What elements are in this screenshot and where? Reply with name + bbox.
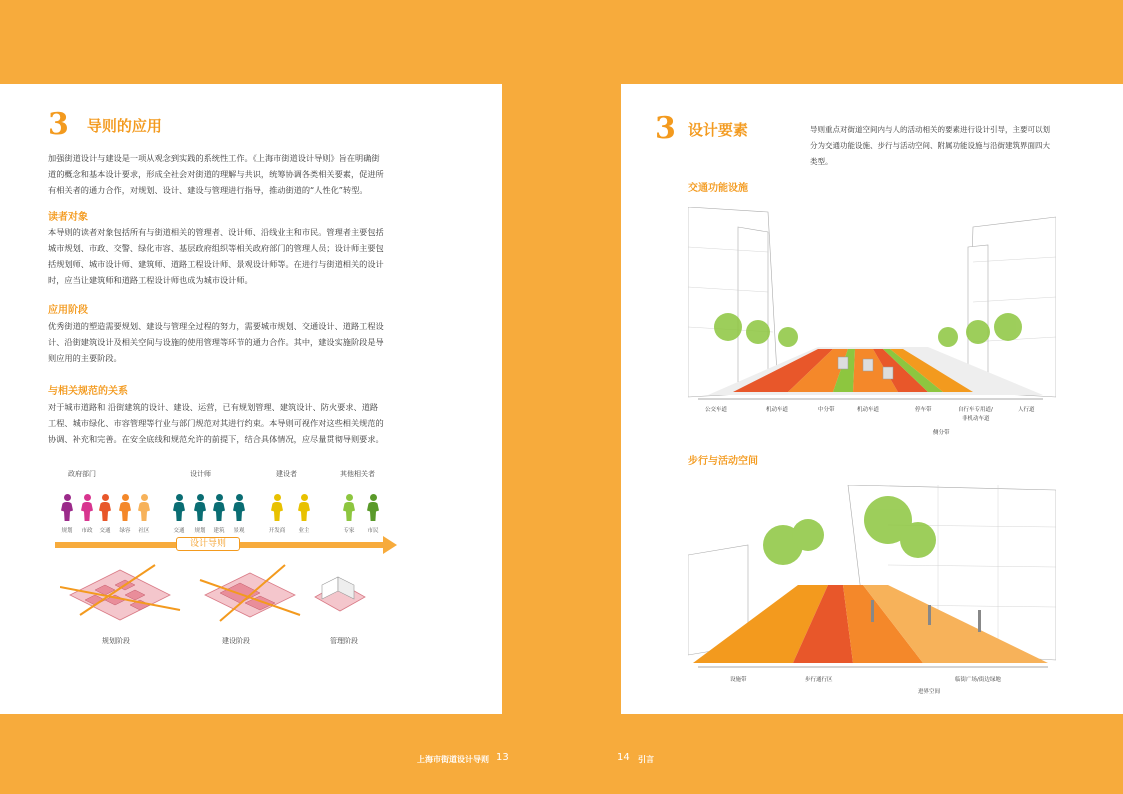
person-icon	[366, 494, 380, 522]
right-section-heading	[655, 111, 748, 146]
person-label: 规划	[194, 528, 206, 534]
person-label: 建筑	[213, 528, 225, 534]
label-motor-lane: 机动车道	[766, 407, 789, 413]
stage-heading: 应用阶段	[48, 305, 88, 316]
person-icon	[297, 494, 311, 522]
person-label: 开发商	[268, 528, 286, 534]
person-icon	[98, 494, 112, 522]
label-pedestrian-zone: 步行通行区	[805, 677, 833, 683]
section-number: 3	[48, 107, 69, 142]
person-icon	[60, 494, 74, 522]
person-label: 交通	[173, 528, 185, 534]
walk-heading: 步行与活动空间	[688, 456, 758, 467]
label-non-motor-lane: 非机动车道	[962, 416, 990, 422]
intro-paragraph: 加强街道设计与建设是一项从观念到实践的系统性工作。《上海市街道设计导则》旨在明确街 道的概念和基本设计要求，形成全社会对街道的理解与共识，统筹协调各类相关要素，促进所 有相关者的通力合作，对规划、设计、建设与管理进行指导，推动街道的“人性化”转型。	[48, 153, 384, 195]
person-icon	[118, 494, 132, 522]
label-facility-zone: 设施带	[730, 677, 747, 683]
construction-stage-illustration	[200, 565, 300, 621]
right-intro-paragraph: 导则重点对街道空间内与人的活动相关的要素进行设计引导，主要可以划 分为交通功能设施、步行与活动空间、附属功能设施与沿街建筑界面四大 类型。	[810, 125, 1050, 166]
person-icon	[172, 494, 186, 522]
person-icon	[137, 494, 151, 522]
person-label: 市政	[81, 528, 93, 534]
section-title: 导则的应用	[86, 116, 162, 135]
readers-heading: 读者对象	[48, 212, 88, 223]
label-plaza-green: 临街广场/街边绿地	[955, 677, 1001, 683]
person-label: 业主	[298, 528, 310, 534]
person-icon	[232, 494, 246, 522]
person-label: 专家	[343, 528, 355, 534]
stage-label-construction: 建设阶段	[222, 637, 250, 645]
stage-label-management: 管理阶段	[330, 637, 358, 645]
group-label-builder: 建设者	[276, 470, 297, 478]
left-section-heading	[48, 107, 162, 142]
label-bike-lane: 自行车专用道/	[958, 407, 993, 413]
person-icon	[80, 494, 94, 522]
readers-paragraph: 本导则的读者对象包括所有与街道相关的管理者、设计师、沿线业主和市民。管理者主要包括 城市规划、市政、交警、绿化市容、基层政府组织等相关政府部门的管理人员；设计师主要包 括规划师、城市设计师、建筑师、道路工程设计师、景观设计师等。在进行与街道相关的设计 时，应当让建筑师和道路工程设计师也成为城市设计师。	[48, 227, 384, 285]
label-motor-lane-2: 机动车道	[857, 407, 880, 413]
person-icon	[212, 494, 226, 522]
label-side-divider: 侧分带	[933, 430, 950, 436]
page-number-left: 13	[496, 752, 509, 763]
group-label-designer: 设计师	[190, 470, 211, 478]
stage-illustrations	[60, 555, 380, 635]
person-icon	[193, 494, 207, 522]
page-number-right: 14	[617, 752, 630, 763]
walk-space-illustration	[688, 485, 1056, 670]
traffic-heading: 交通功能设施	[688, 183, 748, 194]
section-title: 设计要素	[687, 120, 748, 139]
label-median: 中分带	[818, 407, 835, 413]
person-label: 市民	[367, 528, 379, 534]
footer-title-left: 上海市街道设计导则	[417, 755, 489, 764]
arrow-head-icon	[383, 536, 397, 554]
group-label-government: 政府部门	[68, 470, 96, 478]
guideline-label: 设计导则	[176, 537, 240, 551]
relation-paragraph: 对于城市道路和 沿街建筑的设计、建设、运营，已有规划管理、建筑设计、防火要求、道路 工程、城市绿化、市容管理等行业与部门规范对其进行约束。本导则可视作对这些相关规范的 协调、补充和完善。在安全底线和规范允许的前提下，结合具体情况，应尽量贯彻导则要求。	[48, 402, 384, 444]
traffic-street-illustration	[688, 207, 1056, 402]
person-label: 社区	[138, 528, 150, 534]
stage-label-planning: 规划阶段	[102, 637, 130, 645]
planning-stage-illustration	[60, 565, 180, 620]
stage-paragraph: 优秀街道的塑造需要规划、建设与管理全过程的努力，需要城市规划、交通设计、道路工程设 计、沿街建筑设计及相关空间与设施的使用管理等环节的通力合作。其中，建设实施阶段是导 则应用的主要阶段。	[48, 321, 384, 363]
label-sidewalk: 人行道	[1018, 407, 1035, 413]
label-setback-space: 进界空间	[918, 689, 941, 695]
person-label: 绿容	[119, 528, 131, 534]
relation-heading: 与相关规范的关系	[48, 386, 128, 397]
label-bus-lane: 公交车道	[705, 407, 728, 413]
footer-title-right: 引言	[638, 755, 654, 764]
person-icon	[342, 494, 356, 522]
group-label-others: 其他相关者	[340, 470, 375, 478]
section-number: 3	[655, 111, 676, 146]
person-label: 景观	[233, 528, 245, 534]
label-parking: 停车带	[915, 407, 932, 413]
management-stage-illustration	[315, 577, 365, 611]
person-icon	[270, 494, 284, 522]
person-label: 交通	[99, 528, 111, 534]
person-label: 规划	[61, 528, 73, 534]
